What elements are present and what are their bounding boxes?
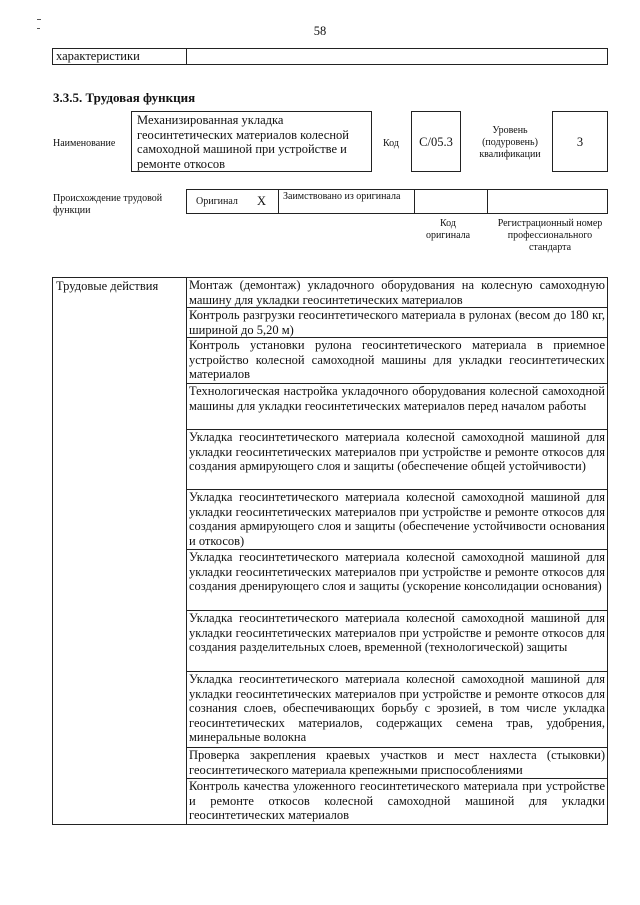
reg-number-caption: Регистрационный номер профессионального стандарта (497, 218, 603, 253)
action-item: Укладка геосинтетического материала колесной самоходной машиной для укладки геосинтетических материалов при устройстве и ремонте откосов для создания армирующего слоя и защиты (обеспечение общей устойчивости) (189, 430, 605, 473)
origin-divider-3 (487, 190, 488, 213)
actions-divider (186, 278, 187, 824)
code-label: Код (383, 138, 399, 149)
top-row-divider (186, 49, 187, 64)
origin-row (186, 189, 608, 214)
action-item: Технологическая настройка укладочного оборудования колесной самоходной машины для укладки геосинтетических материалов перед началом работы (189, 384, 605, 413)
action-item: Контроль качества уложенного геосинтетического материала при устройстве и ремонте откосов колесной самоходной машиной для укладки геосинтетических материалов (189, 779, 605, 822)
top-row (52, 48, 608, 65)
action-item: Укладка геосинтетического материала колесной самоходной машиной для укладки геосинтетических материалов при устройстве и ремонте откосов для создания разделительных слоев, временной (технологической) защиты (189, 611, 605, 654)
scan-mark (37, 19, 41, 20)
code-value: C/05.3 (419, 135, 453, 149)
page-number: 58 (313, 24, 327, 38)
action-item: Проверка закрепления краевых участков и мест нахлеста (стыковки) геосинтетического материала крепежными приспособлениями (189, 748, 605, 777)
borrowed-label: Заимствовано из оригинала (283, 191, 401, 202)
name-label: Наименование (53, 138, 116, 149)
scan-mark (37, 28, 40, 29)
action-item: Укладка геосинтетического материала колесной самоходной машиной для укладки геосинтетических материалов при устройстве и ремонте откосов для создания армирующего слоя и защиты (обеспечение устойчивости основания и откосов) (189, 490, 605, 548)
code-original-caption: Код оригинала (425, 218, 471, 241)
original-mark: X (257, 194, 267, 208)
name-box (131, 111, 372, 172)
section-title: 3.3.5. Трудовая функция (53, 90, 196, 105)
origin-divider-1 (278, 190, 279, 213)
original-label: Оригинал (196, 196, 238, 207)
code-box (411, 111, 461, 172)
top-row-label: характеристики (56, 49, 140, 63)
level-value: 3 (576, 135, 584, 149)
action-item: Контроль разгрузки геосинтетического материала в рулонах (весом до 180 кг, шириной до 5,20 м) (189, 308, 605, 337)
origin-divider-2 (414, 190, 415, 213)
name-value: Механизированная укладка геосинтетических материалов колесной самоходной машиной при устройстве и ремонте откосов (137, 113, 349, 171)
action-item: Контроль установки рулона геосинтетического материала в приемное устройство колесной самоходной машины для укладки геосинтетических материалов (189, 338, 605, 381)
action-item: Монтаж (демонтаж) укладочного оборудования на колесную самоходную машину для укладки геосинтетических материалов (189, 278, 605, 307)
level-box (552, 111, 608, 172)
actions-label: Трудовые действия (56, 279, 159, 293)
level-label: Уровень (подуровень) квалификации (479, 125, 541, 160)
origin-label: Происхождение трудовой функции (53, 193, 163, 216)
action-item: Укладка геосинтетического материала колесной самоходной машиной для укладки геосинтетических материалов при устройстве и ремонте откосов для сознания слоев, обеспечивающих борьбу с эрозией, в том числе укладка геосинтетических материалов, содержащих семена трав, удобрения, минеральные волокна (189, 672, 605, 744)
action-item: Укладка геосинтетического материала колесной самоходной машиной для укладки геосинтетических материалов при устройстве и ремонте откосов для создания дренирующего слоя и защиты (ускорение консолидации основания) (189, 550, 605, 593)
